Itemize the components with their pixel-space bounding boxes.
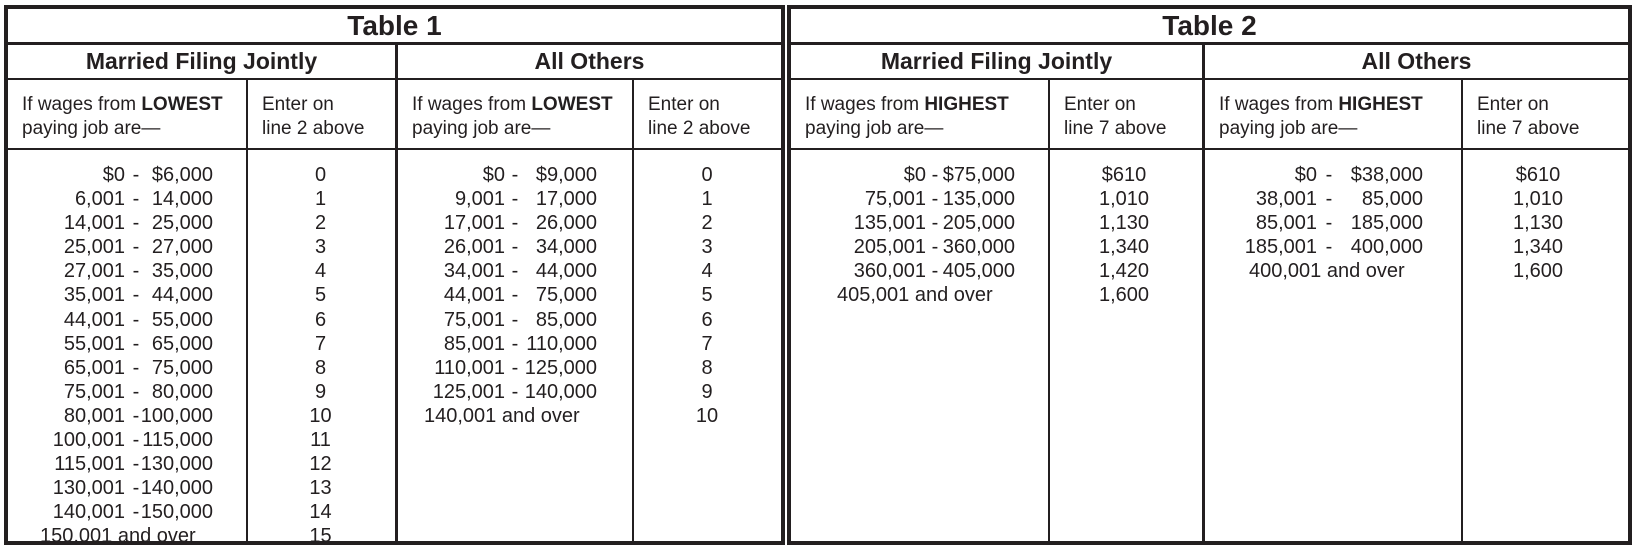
- enter-value: 9: [701, 380, 713, 403]
- table-title: Table 1: [8, 9, 781, 45]
- enter-value: 4: [314, 260, 327, 283]
- range-dash: -: [1325, 236, 1333, 259]
- range-dash: -: [132, 501, 140, 524]
- table-row: [398, 404, 782, 428]
- wage-range-high: 140,000: [524, 380, 597, 403]
- wage-range-high: 85,000: [1361, 188, 1423, 211]
- enter-value: 1,010: [1512, 188, 1564, 211]
- enter-value: 11: [310, 429, 331, 452]
- table-row: [1205, 163, 1629, 187]
- enter-value: 3: [701, 236, 713, 259]
- wages-column-header: If wages from HIGHEST paying job are—: [791, 80, 1048, 150]
- wage-range-low: 75,001: [63, 380, 125, 403]
- range-dash: -: [931, 164, 939, 186]
- wages-column-header: If wages from HIGHEST paying job are—: [1205, 80, 1461, 150]
- range-dash: -: [511, 188, 519, 211]
- rows: [791, 163, 1202, 308]
- enter-value: 8: [701, 356, 713, 379]
- table-row: [398, 211, 782, 235]
- enter-column-header: Enter on line 2 above: [248, 80, 395, 150]
- table-row: [1205, 187, 1629, 211]
- section-married-filing-jointly: [791, 45, 1202, 541]
- range-dash: -: [931, 260, 939, 283]
- wage-range-high: $75,000: [942, 164, 1015, 186]
- section-heading: Married Filing Jointly: [791, 45, 1202, 80]
- section-all-others: [1202, 45, 1628, 541]
- section-heading: All Others: [398, 45, 781, 80]
- wage-range-low: 75,001: [443, 308, 505, 331]
- wage-range-high: 75,000: [535, 284, 597, 307]
- table-row: [8, 163, 395, 187]
- enter-value: 5: [314, 284, 327, 307]
- enter-value: 6: [701, 308, 713, 331]
- enter-value: $610: [1515, 164, 1561, 186]
- wage-range-low: 205,001: [853, 236, 926, 259]
- wage-range-high: 125,000: [524, 356, 597, 379]
- table-row: [398, 235, 782, 259]
- range-dash: -: [132, 236, 140, 259]
- enter-value: 1,420: [1098, 260, 1150, 283]
- rows: [8, 163, 395, 549]
- range-dash: -: [132, 380, 140, 403]
- enter-value: 5: [701, 284, 713, 307]
- range-dash: -: [511, 332, 519, 355]
- wage-range-high: 140,000: [140, 477, 213, 500]
- enter-value: 14: [309, 501, 332, 524]
- range-dash: -: [511, 380, 519, 403]
- wage-range-low: 360,001: [853, 260, 926, 283]
- range-dash: -: [1325, 212, 1333, 235]
- table-row: [791, 211, 1202, 235]
- enter-value: 0: [314, 164, 327, 186]
- range-dash: -: [132, 260, 140, 283]
- range-dash: -: [931, 188, 939, 211]
- wage-range-high: 44,000: [151, 284, 213, 307]
- table-row: [8, 428, 395, 452]
- table-row: [398, 163, 782, 187]
- wage-range-high: 135,000: [942, 188, 1015, 211]
- wage-range-high: 25,000: [151, 212, 213, 235]
- wage-range-low: 85,001: [1255, 212, 1317, 235]
- enter-value: 4: [701, 260, 713, 283]
- wage-range-high: $6,000: [151, 164, 213, 186]
- enter-value: 13: [309, 477, 332, 500]
- enter-value: 1,130: [1098, 212, 1150, 235]
- wage-range-low: 9,001: [454, 188, 505, 211]
- section-married-filing-jointly: [8, 45, 395, 548]
- wage-range-low: 115,001: [54, 453, 125, 476]
- wage-range-low: 140,001: [52, 501, 125, 524]
- wage-range-low: 6,001: [74, 188, 125, 211]
- wage-range-high: 26,000: [535, 212, 597, 235]
- table-row: [398, 380, 782, 404]
- section-heading: All Others: [1205, 45, 1628, 80]
- wage-range-high: 80,000: [151, 380, 213, 403]
- wage-range-low: 185,001: [1244, 236, 1317, 259]
- table-row: [791, 163, 1202, 187]
- rows: [1205, 163, 1629, 283]
- wage-range-high: 130,000: [140, 453, 213, 476]
- rows: [398, 163, 782, 428]
- range-dash: -: [1325, 188, 1333, 211]
- range-dash: -: [132, 212, 140, 235]
- wage-range-high: 205,000: [942, 212, 1015, 235]
- table-row: [398, 259, 782, 283]
- enter-value: 8: [314, 356, 327, 379]
- wage-range-high: $38,000: [1350, 164, 1423, 186]
- wage-range-over: 150,001 and over: [40, 525, 196, 548]
- range-dash: -: [132, 453, 140, 476]
- wage-range-low: 14,001: [63, 212, 125, 235]
- enter-value: 7: [701, 332, 713, 355]
- wage-range-low: 80,001: [63, 404, 125, 427]
- table-row: [8, 356, 395, 380]
- table-row: [1205, 259, 1629, 283]
- enter-value: 0: [701, 164, 713, 186]
- wage-range-low: 44,001: [63, 308, 125, 331]
- range-dash: -: [132, 284, 140, 307]
- wage-range-high: 44,000: [535, 260, 597, 283]
- wage-range-low: $0: [482, 164, 505, 186]
- range-dash: -: [1325, 164, 1333, 186]
- wage-range-high: 27,000: [151, 236, 213, 259]
- table-row: [791, 235, 1202, 259]
- wage-range-low: 100,001: [52, 429, 125, 452]
- wage-range-low: 125,001: [432, 380, 505, 403]
- wage-range-high: 85,000: [535, 308, 597, 331]
- wage-range-over: 140,001 and over: [424, 404, 580, 427]
- wage-range-low: 85,001: [443, 332, 505, 355]
- enter-value: 15: [309, 525, 332, 548]
- wage-range-low: 35,001: [63, 284, 125, 307]
- table-row: [8, 404, 395, 428]
- wage-range-low: 44,001: [443, 284, 505, 307]
- enter-value: $610: [1101, 164, 1147, 186]
- enter-value: 12: [309, 453, 332, 476]
- enter-value: 1,340: [1512, 236, 1564, 259]
- range-dash: -: [132, 332, 140, 355]
- table-row: [398, 283, 782, 307]
- wage-range-high: 115,000: [142, 429, 213, 452]
- wage-range-low: 17,001: [443, 212, 505, 235]
- table-row: [398, 356, 782, 380]
- enter-column-header: Enter on line 2 above: [634, 80, 781, 150]
- table-row: [8, 524, 395, 548]
- table-row: [791, 259, 1202, 283]
- enter-column-header: Enter on line 7 above: [1050, 80, 1202, 150]
- enter-value: 1: [701, 188, 713, 211]
- table-row: [8, 259, 395, 283]
- table-row: [791, 187, 1202, 211]
- enter-value: 1,130: [1512, 212, 1564, 235]
- table-row: [8, 211, 395, 235]
- enter-value: 1,600: [1098, 284, 1150, 307]
- enter-value: 1,010: [1098, 188, 1150, 211]
- enter-value: 7: [314, 332, 327, 355]
- enter-value: 6: [314, 308, 327, 331]
- table-row: [398, 332, 782, 356]
- wage-range-over: 405,001 and over: [837, 284, 993, 307]
- wage-range-high: 14,000: [151, 188, 213, 211]
- wage-range-low: $0: [903, 164, 926, 186]
- table-row: [8, 452, 395, 476]
- table-row: [1205, 235, 1629, 259]
- range-dash: -: [132, 356, 140, 379]
- table-row: [8, 476, 395, 500]
- table-title: Table 2: [791, 9, 1628, 45]
- wage-range-low: 65,001: [63, 356, 125, 379]
- wage-range-over: 400,001 and over: [1249, 260, 1405, 283]
- wage-range-high: $9,000: [535, 164, 597, 186]
- table-row: [398, 187, 782, 211]
- wage-range-low: 25,001: [63, 236, 125, 259]
- wage-range-low: 38,001: [1255, 188, 1317, 211]
- table-row: [1205, 211, 1629, 235]
- range-dash: -: [931, 212, 939, 235]
- wage-range-low: 75,001: [864, 188, 926, 211]
- wage-range-low: $0: [102, 164, 125, 186]
- range-dash: -: [132, 477, 140, 500]
- wage-range-high: 405,000: [942, 260, 1015, 283]
- wage-range-high: 65,000: [151, 332, 213, 355]
- wage-range-low: 27,001: [63, 260, 125, 283]
- wage-range-low: 55,001: [63, 332, 125, 355]
- table-row: [8, 500, 395, 524]
- wage-range-high: 17,000: [535, 188, 597, 211]
- enter-value: 2: [314, 212, 327, 235]
- wage-range-high: 400,000: [1350, 236, 1423, 259]
- table-row: [8, 187, 395, 211]
- wage-range-low: 34,001: [443, 260, 505, 283]
- range-dash: -: [132, 308, 140, 331]
- range-dash: -: [511, 236, 519, 259]
- wage-range-high: 75,000: [151, 356, 213, 379]
- range-dash: -: [511, 356, 519, 379]
- section-heading: Married Filing Jointly: [8, 45, 395, 80]
- table-2: [787, 5, 1632, 545]
- wage-range-high: 35,000: [151, 260, 213, 283]
- table-row: [8, 380, 395, 404]
- wage-range-low: 26,001: [443, 236, 505, 259]
- table-row: [398, 308, 782, 332]
- range-dash: -: [931, 236, 939, 259]
- enter-value: 1,600: [1512, 260, 1564, 283]
- range-dash: -: [132, 188, 140, 211]
- enter-column-header: Enter on line 7 above: [1463, 80, 1628, 150]
- range-dash: -: [511, 164, 519, 186]
- wage-range-low: 130,001: [52, 477, 125, 500]
- wage-range-high: 55,000: [151, 308, 213, 331]
- wages-column-header: If wages from LOWEST paying job are—: [8, 80, 246, 150]
- wage-range-high: 185,000: [1350, 212, 1423, 235]
- range-dash: -: [132, 164, 140, 186]
- enter-value: 10: [309, 404, 332, 427]
- range-dash: -: [132, 429, 140, 452]
- enter-value: 2: [701, 212, 713, 235]
- range-dash: -: [132, 404, 140, 427]
- wage-range-low: 110,001: [434, 356, 505, 379]
- enter-value: 3: [314, 236, 327, 259]
- table-1: [4, 5, 785, 548]
- enter-value: 9: [314, 380, 327, 403]
- wage-range-high: 150,000: [140, 501, 213, 524]
- enter-value: 1,340: [1098, 236, 1150, 259]
- range-dash: -: [511, 308, 519, 331]
- wage-range-high: 100,000: [140, 404, 213, 427]
- wage-range-high: 360,000: [942, 236, 1015, 259]
- wage-range-high: 110,000: [526, 332, 597, 355]
- range-dash: -: [511, 212, 519, 235]
- range-dash: -: [511, 260, 519, 283]
- wage-range-low: 135,001: [853, 212, 926, 235]
- wage-range-high: 34,000: [535, 236, 597, 259]
- table-row: [8, 235, 395, 259]
- enter-value: 1: [314, 188, 327, 211]
- wages-column-header: If wages from LOWEST paying job are—: [398, 80, 632, 150]
- section-all-others: [395, 45, 781, 541]
- range-dash: -: [511, 284, 519, 307]
- table-row: [8, 332, 395, 356]
- table-row: [8, 308, 395, 332]
- wage-range-low: $0: [1294, 164, 1317, 186]
- table-row: [8, 283, 395, 307]
- enter-value: 10: [695, 404, 719, 427]
- table-row: [791, 283, 1202, 307]
